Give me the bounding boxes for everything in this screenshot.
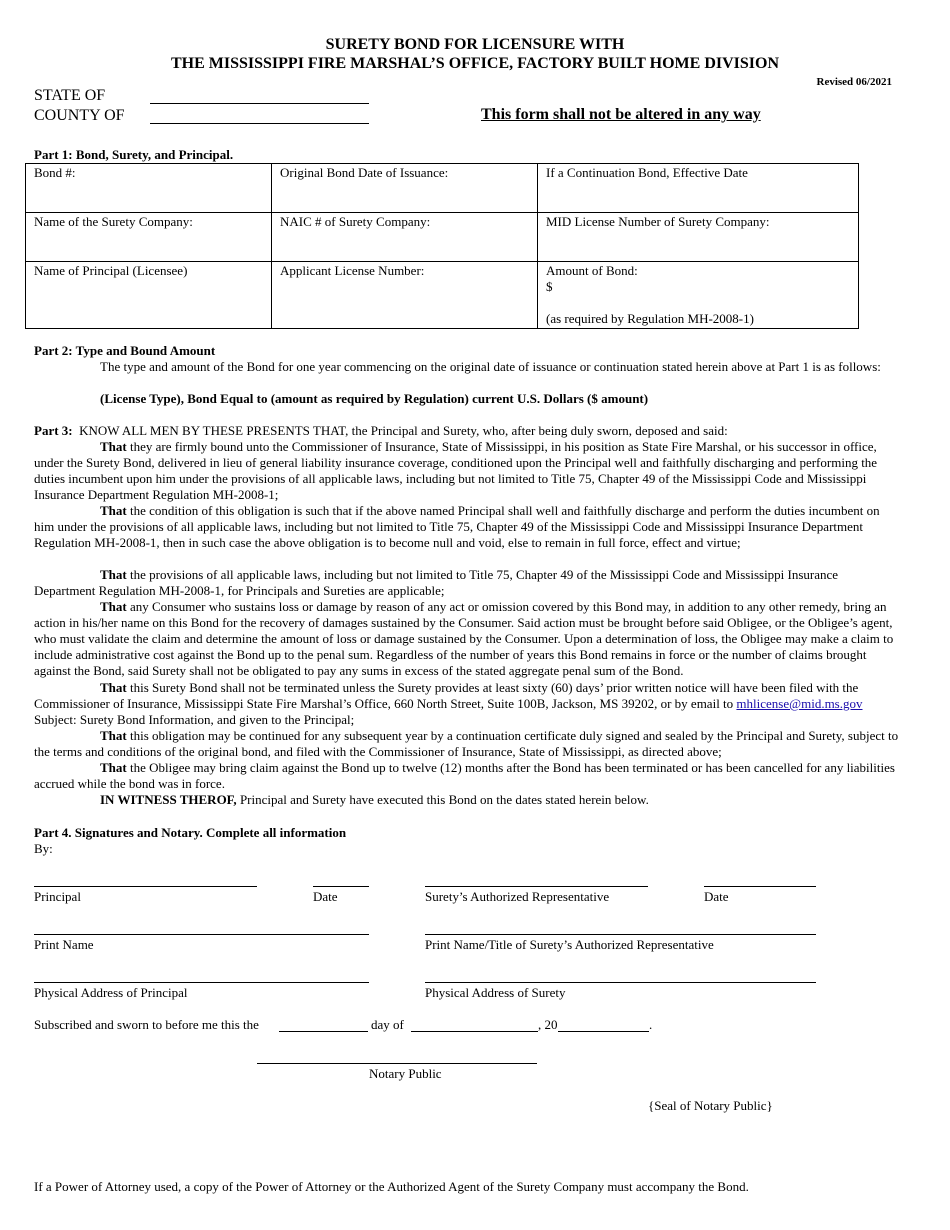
- clause-text: this Surety Bond shall not be terminated unless the Surety provides at least sixty (60) days’ prior written notice will have been filed with the Commissioner of Insurance, Mississippi State Fire Marshal’s Office, 660 North Street, Suite 100B, Jackson, MS 39202, or by email to: [34, 680, 859, 711]
- that-keyword: That: [100, 728, 127, 743]
- applicant-license-cell[interactable]: [272, 262, 538, 329]
- surety-address-line[interactable]: [425, 982, 816, 983]
- state-label: STATE OF: [34, 87, 106, 104]
- clause-text: this obligation may be continued for any subsequent year by a continuation certificate duly signed and sealed by the Principal and Surety, subject to the terms and conditions of the original bond, and filed with the Commissioner of Insurance, State of Mississippi, as directed above;: [34, 728, 899, 759]
- table-row: [26, 213, 859, 262]
- clause-4: [34, 599, 900, 679]
- naic-cell[interactable]: [272, 213, 538, 262]
- sworn-year-line[interactable]: [558, 1031, 649, 1032]
- principal-date-label: Date: [313, 889, 338, 904]
- clause-7: [34, 760, 900, 792]
- part2-heading: Part 2: Type and Bound Amount: [34, 343, 216, 358]
- part2-body: The type and amount of the Bond for one year commencing on the original date of issuance or continuation stated herein above at Part 1 is as follows:: [100, 359, 881, 374]
- surety-address-label: Physical Address of Surety: [425, 985, 566, 1000]
- cell-label: Original Bond Date of Issuance:: [280, 165, 449, 180]
- clause-text: Subject: Surety Bond Information, and given to the Principal;: [34, 712, 355, 727]
- revised-date: Revised 06/2021: [816, 76, 892, 88]
- witness-keyword: IN WITNESS THEROF,: [100, 792, 237, 807]
- principal-address-label: Physical Address of Principal: [34, 985, 188, 1000]
- that-keyword: That: [100, 567, 127, 582]
- principal-date-line[interactable]: [313, 886, 369, 887]
- notary-signature-line[interactable]: [257, 1063, 537, 1064]
- county-label: COUNTY OF: [34, 107, 125, 124]
- part2-bond-type: (License Type), Bond Equal to (amount as required by Regulation) current U.S. Dollars ($ amount): [100, 391, 649, 406]
- table-row: [26, 262, 859, 329]
- by-label: By:: [34, 841, 53, 856]
- cell-label: MID License Number of Surety Company:: [546, 214, 770, 229]
- principal-address-line[interactable]: [34, 982, 369, 983]
- that-keyword: That: [100, 503, 127, 518]
- notary-label: Notary Public: [369, 1066, 442, 1081]
- witness-text: Principal and Surety have executed this Bond on the dates stated herein below.: [236, 792, 649, 807]
- principal-name-cell[interactable]: [26, 262, 272, 329]
- clause-5: [34, 680, 900, 728]
- principal-label: Principal: [34, 889, 81, 904]
- sworn-period: .: [649, 1017, 653, 1032]
- print-name-line[interactable]: [34, 934, 369, 935]
- cell-label: NAIC # of Surety Company:: [280, 214, 431, 229]
- part3-heading: Part 3:: [34, 423, 73, 438]
- that-keyword: That: [100, 760, 127, 775]
- surety-rep-label: Surety’s Authorized Representative: [425, 889, 610, 904]
- state-field[interactable]: [150, 103, 369, 104]
- table-row: [26, 164, 859, 213]
- clause-text: the condition of this obligation is such that if the above named Principal shall well and faithfully discharge and perform the duties incumbent on him under the provisions of all applicable laws, including but not limited to Title 75, Chapter 49 of the Mississippi Code and Mississippi Insurance Department Regulation MH-2008-1, then in such case the above obligation is to become null and void, else to remain in full force, effect and virtue;: [34, 503, 880, 550]
- cell-label: Amount of Bond:: [546, 263, 638, 278]
- sworn-month-line[interactable]: [411, 1031, 538, 1032]
- print-name-surety-line[interactable]: [425, 934, 816, 935]
- cell-label: Applicant License Number:: [280, 263, 425, 278]
- cell-label: Name of the Surety Company:: [34, 214, 193, 229]
- part3-intro-text: KNOW ALL MEN BY THESE PRESENTS THAT, the Principal and Surety, who, after being duly sworn, deposed and said:: [79, 423, 728, 438]
- that-keyword: That: [100, 680, 127, 695]
- mid-license-cell[interactable]: [538, 213, 859, 262]
- cell-label: If a Continuation Bond, Effective Date: [546, 165, 748, 180]
- continuation-date-cell[interactable]: [538, 164, 859, 213]
- clause-3: [34, 567, 900, 599]
- no-alter-notice: This form shall not be altered in any way: [481, 106, 761, 123]
- bond-number-cell[interactable]: [26, 164, 272, 213]
- cell-label: Bond #:: [34, 165, 76, 180]
- day-of-text: day of: [371, 1017, 404, 1032]
- surety-date-label: Date: [704, 889, 729, 904]
- part1-heading: Part 1: Bond, Surety, and Principal.: [34, 147, 234, 162]
- that-keyword: That: [100, 599, 127, 614]
- clause-text: the Obligee may bring claim against the Bond up to twelve (12) months after the Bond has been terminated or has been cancelled for any liabilities accrued while the bond was in force.: [34, 760, 895, 791]
- surety-date-line[interactable]: [704, 886, 816, 887]
- clause-1: [34, 439, 900, 503]
- principal-signature-line[interactable]: [34, 886, 257, 887]
- title-line-2: THE MISSISSIPPI FIRE MARSHAL’S OFFICE, FACTORY BUILT HOME DIVISION: [170, 55, 779, 72]
- witness-clause: [34, 792, 900, 808]
- regulation-note: (as required by Regulation MH-2008-1): [546, 311, 754, 326]
- part4-heading: Part 4. Signatures and Notary. Complete all information: [34, 825, 347, 840]
- original-date-cell[interactable]: [272, 164, 538, 213]
- clause-6: [34, 728, 900, 760]
- clause-text: the provisions of all applicable laws, including but not limited to Title 75, Chapter 49 of the Mississippi Code and Mississippi Insurance Department Regulation MH-2008-1, for Principals and Sureties are applicable;: [34, 567, 839, 598]
- title-line-1: SURETY BOND FOR LICENSURE WITH: [325, 36, 625, 53]
- sworn-day-line[interactable]: [279, 1031, 368, 1032]
- clause-2: [34, 503, 900, 551]
- email-link[interactable]: mhlicense@mid.ms.gov: [736, 696, 863, 711]
- sworn-text: Subscribed and sworn to before me this the: [34, 1017, 259, 1032]
- county-field[interactable]: [150, 123, 369, 124]
- print-name-label: Print Name: [34, 937, 94, 952]
- bond-info-table: [25, 163, 859, 329]
- surety-name-cell[interactable]: [26, 213, 272, 262]
- cell-label: Name of Principal (Licensee): [34, 263, 188, 278]
- that-keyword: That: [100, 439, 127, 454]
- bond-amount-cell[interactable]: [538, 262, 859, 329]
- part3-intro: [34, 423, 900, 439]
- notary-seal-label: {Seal of Notary Public}: [648, 1098, 773, 1113]
- dollar-sign: $: [546, 279, 553, 294]
- power-of-attorney-note: If a Power of Attorney used, a copy of the Power of Attorney or the Authorized Agent of the Surety Company must accompany the Bond.: [34, 1179, 749, 1194]
- clause-text: any Consumer who sustains loss or damage by reason of any act or omission covered by this Bond may, in addition to any other remedy, bring an action in his/her name on this Bond for the recovery of damages sustained by the Consumer. Said action must be brought before said Obligee, or the Obligee’s agent, who must validate the claim and determine the amount of loss or damage sustained by the Consumer. Upon a determination of loss, the Obligee may make a claim to include administrative cost against the Bond up to the penal sum. Regardless of the number of years this Bond remains in force or the number of claims brought against the Bond, said Surety shall not be obligated to pay any sums in excess of the stated aggregate penal sum of the Bond.: [34, 599, 894, 678]
- surety-signature-line[interactable]: [425, 886, 648, 887]
- year-prefix-text: , 20: [538, 1017, 558, 1032]
- part2-text: [34, 359, 900, 375]
- clause-text: they are firmly bound unto the Commissioner of Insurance, State of Mississippi, in his position as State Fire Marshal, or his successor in office, under the Surety Bond, delivered in lieu of general liability insurance coverage, conditioned upon the Principal well and faithfully discharging and performing the duties incumbent upon him under the provisions of all applicable laws, including but not limited to Title 75, Chapter 49 of the Mississippi Code and Mississippi Insurance Department Regulation MH-2008-1;: [34, 439, 878, 502]
- print-name-surety-label: Print Name/Title of Surety’s Authorized Representative: [425, 937, 714, 952]
